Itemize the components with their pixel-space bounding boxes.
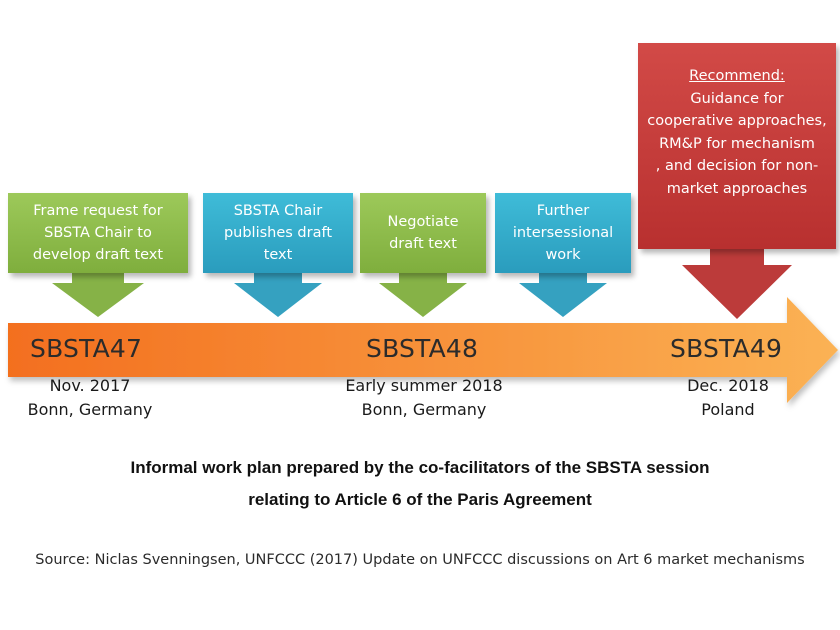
milestone-date: Early summer 2018 (345, 376, 503, 395)
callout-line: text (263, 247, 293, 263)
down-arrow-icon (360, 273, 486, 319)
callout-heading: Recommend: (689, 68, 785, 84)
callout-line: intersessional (512, 225, 614, 241)
callout-line: Negotiate (387, 214, 459, 230)
source-note: Source: Niclas Svenningsen, UNFCCC (2017) Update on UNFCCC discussions on Art 6 market mechanisms (35, 552, 805, 568)
milestone-place: Bonn, Germany (27, 400, 153, 419)
callout-box (495, 193, 631, 273)
milestone-name: SBSTA48 (366, 334, 479, 363)
callout-line: Further (536, 203, 590, 219)
callout-line: cooperative approaches, (647, 113, 827, 129)
milestone-place: Bonn, Germany (361, 400, 487, 419)
callout-line: SBSTA Chair to (44, 225, 152, 241)
down-arrow-icon (495, 273, 631, 319)
callout-line: develop draft text (32, 247, 164, 263)
callout-frame-request (8, 193, 188, 273)
milestone-details (658, 374, 798, 422)
callout-negotiate (360, 193, 486, 273)
callout-line: market approaches (666, 180, 808, 197)
callout-line: work (545, 247, 581, 263)
milestone-details (0, 374, 180, 422)
callout-box (8, 193, 188, 273)
callout-line: RM&P for mechanism (659, 135, 815, 152)
milestone-date: Nov. 2017 (49, 376, 131, 395)
diagram-caption (0, 452, 840, 516)
callout-line: draft text (389, 236, 457, 252)
milestone-name: SBSTA47 (30, 334, 143, 363)
callout-chair-publishes (203, 193, 353, 273)
caption-line: relating to Article 6 of the Paris Agreement (248, 490, 592, 509)
callout-box (203, 193, 353, 273)
callout-recommend (638, 43, 836, 249)
callout-box (360, 193, 486, 273)
milestone-name: SBSTA49 (670, 334, 783, 363)
callout-line: SBSTA Chair (233, 203, 323, 219)
callout-line: publishes draft (223, 225, 333, 241)
down-arrow-icon (638, 249, 836, 321)
callout-intersessional (495, 193, 631, 273)
milestone-place: Poland (701, 400, 755, 419)
callout-line: Frame request for (33, 203, 163, 219)
milestone-details (324, 374, 524, 422)
down-arrow-icon (8, 273, 188, 319)
caption-line: Informal work plan prepared by the co-facilitators of the SBSTA session (130, 458, 710, 477)
callout-box (638, 43, 836, 249)
callout-line: Guidance for (690, 90, 784, 107)
milestone-date: Dec. 2018 (687, 376, 769, 395)
callout-line: , and decision for non- (655, 158, 819, 174)
down-arrow-icon (203, 273, 353, 319)
